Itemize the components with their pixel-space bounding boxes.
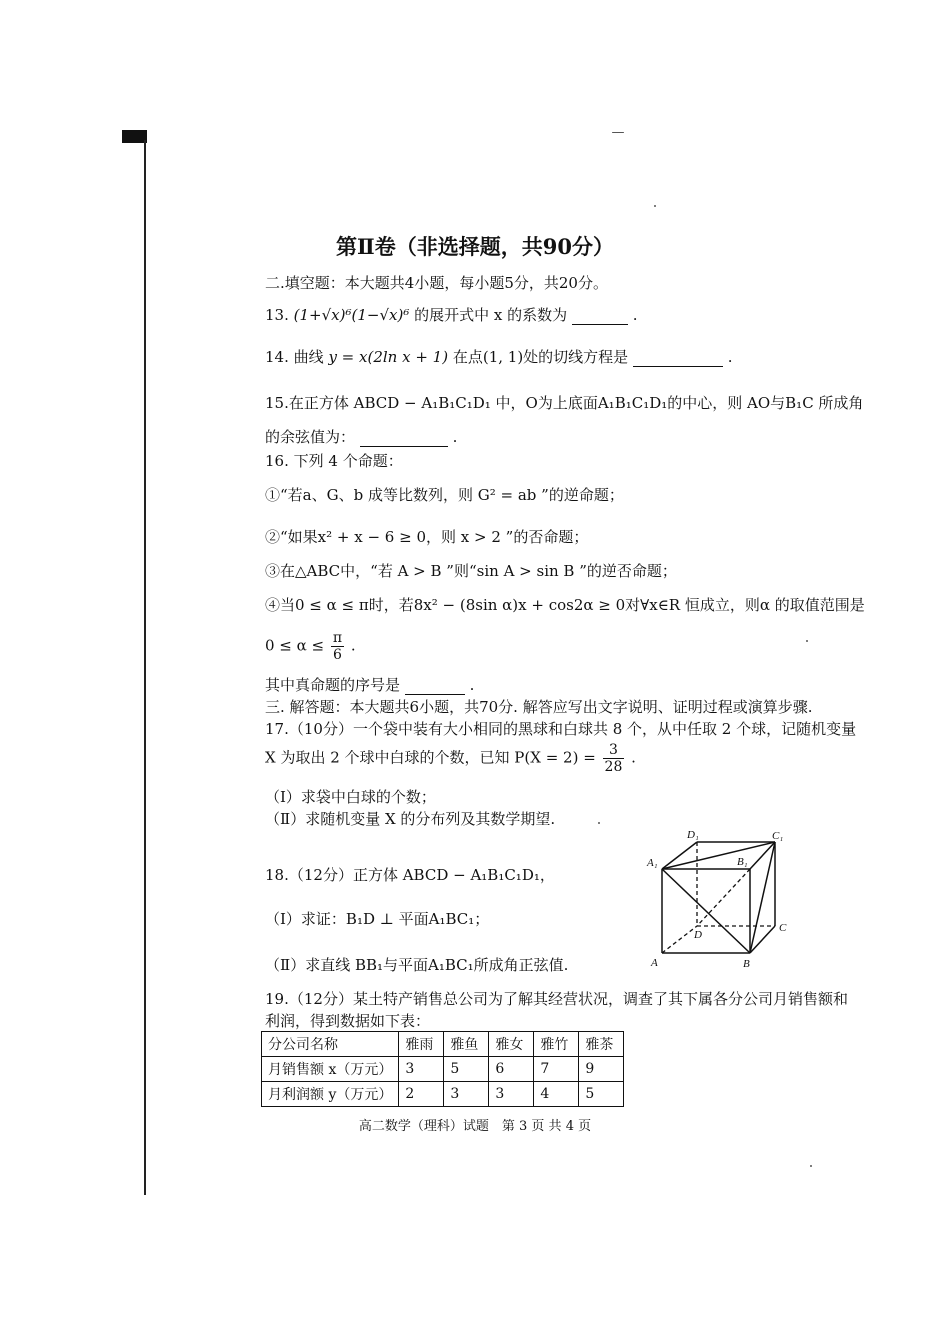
label-B: B (743, 958, 750, 970)
cube-diagram (645, 826, 795, 971)
binding-line (144, 140, 146, 1195)
q16-p4-end: . (350, 636, 356, 655)
sales-table (261, 1031, 624, 1107)
solve-section-heading: 三. 解答题：本大题共6小题，共70分. 解答应写出文字说明、证明过程或演算步骤. (265, 698, 813, 716)
q16-frac-num: π (332, 630, 343, 646)
table-header-row (262, 1032, 624, 1057)
hidden-edge-AD (662, 926, 697, 953)
q13-number: 13. (265, 306, 289, 324)
q16-proposition-1: ①“若a、G、b 成等比数列，则 G² = ab ”的逆命题； (265, 486, 624, 504)
q14-text1: 曲线 (293, 348, 324, 366)
table-cell: 9 (579, 1057, 624, 1082)
question-14 (265, 346, 733, 367)
q16-ask-text: 其中真命题的序号是 (265, 676, 401, 694)
table-cell: 月利润额 y（万元） (262, 1082, 399, 1107)
scan-speck (612, 132, 624, 133)
question-15-line1: 15.在正方体 ABCD − A₁B₁C₁D₁ 中，O为上底面A₁B₁C₁D₁的中心，则 AO与B₁C 所成角 (265, 394, 864, 412)
question-17-line2 (265, 742, 636, 775)
q17-text: X 为取出 2 个球中白球的个数，已知 P(X = 2) = (265, 748, 596, 767)
q14-end: . (727, 348, 733, 366)
q17-frac-den: 28 (604, 759, 623, 775)
table-cell: 3 (399, 1057, 444, 1082)
q14-number: 14. (265, 348, 289, 366)
q14-text2: 在点(1, 1)处的切线方程是 (452, 348, 629, 366)
table-cell: 5 (579, 1082, 624, 1107)
scan-speck (806, 640, 808, 642)
scan-speck (654, 205, 656, 207)
q14-answer-blank[interactable] (633, 352, 723, 367)
scan-speck (810, 1165, 812, 1167)
fill-section-heading: 二.填空题：本大题共4小题，每小题5分，共20分。 (265, 274, 608, 292)
scan-speck (598, 822, 600, 824)
table-cell: 月销售额 x（万元） (262, 1057, 399, 1082)
q17-end: . (631, 748, 636, 767)
table-cell: 分公司名称 (262, 1032, 399, 1057)
table-row (262, 1057, 624, 1082)
question-17-line1: 17.（10分）一个袋中装有大小相同的黑球和白球共 8 个，从中任取 2 个球，记随机变量 (265, 720, 857, 738)
table-cell: 雅鱼 (444, 1032, 489, 1057)
q15-end: . (452, 428, 458, 446)
q16-ask-end: . (469, 676, 475, 694)
diagonal-BC1 (750, 842, 775, 953)
table-cell: 雅竹 (534, 1032, 579, 1057)
label-C1: C₁ (772, 830, 784, 842)
label-D1: D₁ (687, 829, 699, 841)
table-cell: 5 (444, 1057, 489, 1082)
question-16-intro: 16. 下列 4 个命题： (265, 452, 403, 470)
question-13 (265, 304, 637, 325)
q16-proposition-4b (265, 630, 356, 663)
table-cell: 4 (534, 1082, 579, 1107)
q14-expression: y = x(2ln x + 1) (328, 348, 449, 366)
table-cell: 雅女 (489, 1032, 534, 1057)
q16-proposition-3: ③在△ABC中，“若 A > B ”则“sin A > sin B ”的逆否命题； (265, 562, 677, 580)
q17-frac-num: 3 (603, 742, 625, 759)
label-C: C (779, 922, 787, 934)
q16-fraction (331, 630, 344, 663)
q15-text: 的余弦值为： (265, 428, 356, 446)
q18-part-ii: （Ⅱ）求直线 BB₁与平面A₁BC₁所成角正弦值. (265, 956, 569, 974)
page-footer: 高二数学（理科）试题 第 3 页 共 4 页 (358, 1119, 592, 1134)
q13-end: . (632, 306, 638, 324)
q13-text: 的展开式中 x 的系数为 (414, 306, 568, 324)
q13-expression: (1+√x)⁶(1−√x)⁶ (293, 306, 410, 324)
table-cell: 3 (489, 1082, 534, 1107)
table-cell: 雅茶 (579, 1032, 624, 1057)
q16-proposition-4: ④当0 ≤ α ≤ π时，若8x² − (8sin α)x + cos2α ≥ 0对∀x∈R 恒成立，则α 的取值范围是 (265, 596, 865, 614)
q18-part-i: （Ⅰ）求证：B₁D ⊥ 平面A₁BC₁； (265, 910, 490, 928)
table-cell: 雅雨 (399, 1032, 444, 1057)
label-B1: B₁ (737, 856, 748, 868)
q17-fraction (603, 742, 625, 775)
label-A: A (651, 957, 658, 969)
q15-answer-blank[interactable] (360, 432, 448, 447)
question-19-line2: 利润，得到数据如下表： (265, 1012, 431, 1030)
q16-frac-den: 6 (333, 647, 342, 663)
question-15-line2 (265, 426, 457, 447)
diagonal-A1B (662, 869, 750, 953)
section-title: 第Ⅱ卷（非选择题，共90分） (336, 234, 614, 259)
q16-range: 0 ≤ α ≤ (265, 636, 325, 655)
q16-answer-blank[interactable] (405, 680, 465, 695)
q16-ask (265, 674, 474, 695)
label-A1: A₁ (647, 857, 658, 869)
table-cell: 3 (444, 1082, 489, 1107)
table-row (262, 1082, 624, 1107)
question-18: 18.（12分）正方体 ABCD − A₁B₁C₁D₁， (265, 866, 555, 884)
q17-part-ii: （Ⅱ）求随机变量 X 的分布列及其数学期望. (265, 810, 556, 828)
hidden-diagonal-B1D (697, 869, 750, 926)
table-cell: 6 (489, 1057, 534, 1082)
q16-proposition-2: ②“如果x² + x − 6 ≥ 0，则 x > 2 ”的否命题； (265, 528, 589, 546)
label-D: D (694, 929, 702, 941)
q17-part-i: （Ⅰ）求袋中白球的个数； (265, 788, 436, 806)
table-cell: 7 (534, 1057, 579, 1082)
table-cell: 2 (399, 1082, 444, 1107)
question-19-line1: 19.（12分）某土特产销售总公司为了解其经营状况，调查了其下属各分公司月销售额和 (265, 990, 848, 1008)
q13-answer-blank[interactable] (572, 310, 628, 325)
